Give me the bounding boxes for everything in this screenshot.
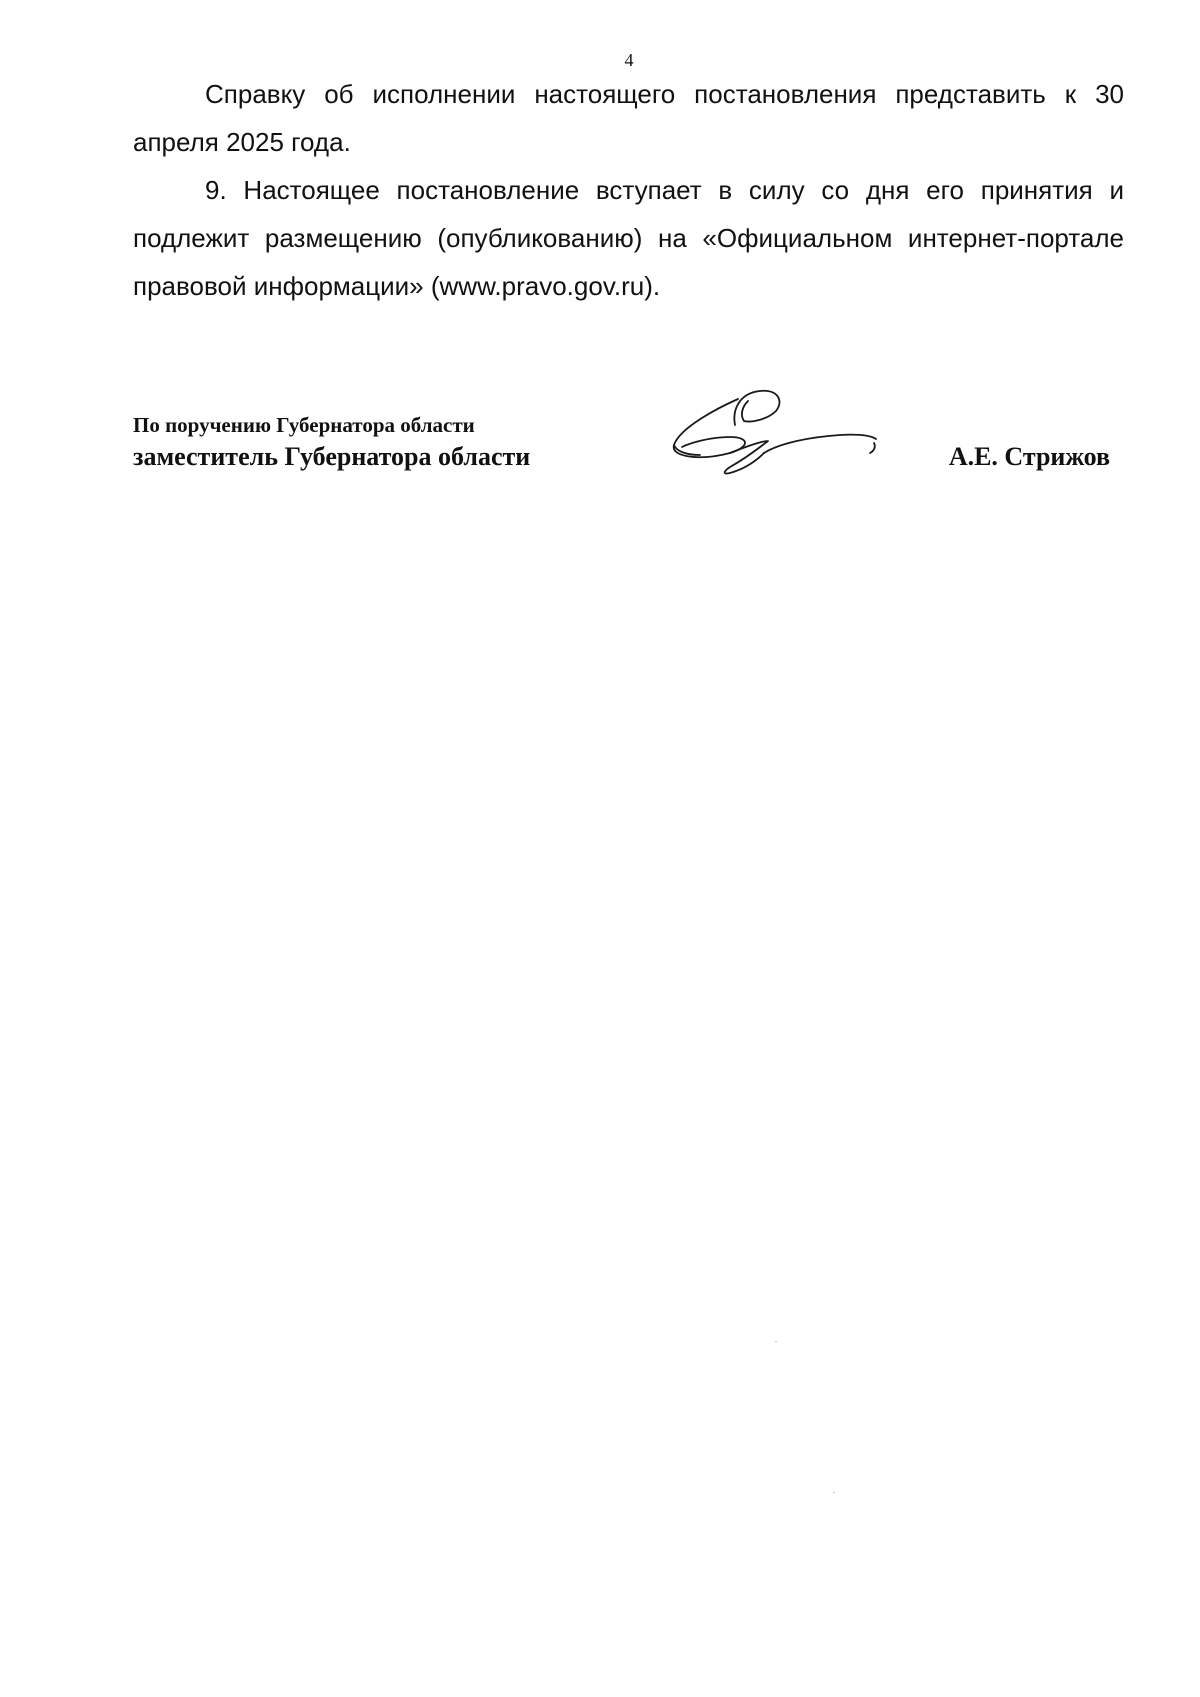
signatory-position: заместитель Губернатора области	[133, 442, 531, 471]
paragraph-report-deadline: Справку об исполнении настоящего постановления представить к 30 апреля 2025 года.	[133, 79, 1124, 157]
scan-speck	[833, 1492, 835, 1493]
signatory-authority-line: По поручению Губернатора области	[133, 413, 475, 437]
handwritten-signature	[660, 385, 890, 485]
document-body	[133, 70, 1124, 310]
paragraph-entry-into-force: 9. Настоящее постановление вступает в силу со дня его принятия и подлежит размещению (опубликованию) на «Официальном интернет-портале правовой информации» (www.pravo.gov.ru).	[133, 175, 1124, 301]
signatory-name: А.Е. Стрижов	[948, 442, 1110, 471]
page-number: 4	[624, 50, 634, 70]
scan-speck	[775, 1341, 777, 1342]
